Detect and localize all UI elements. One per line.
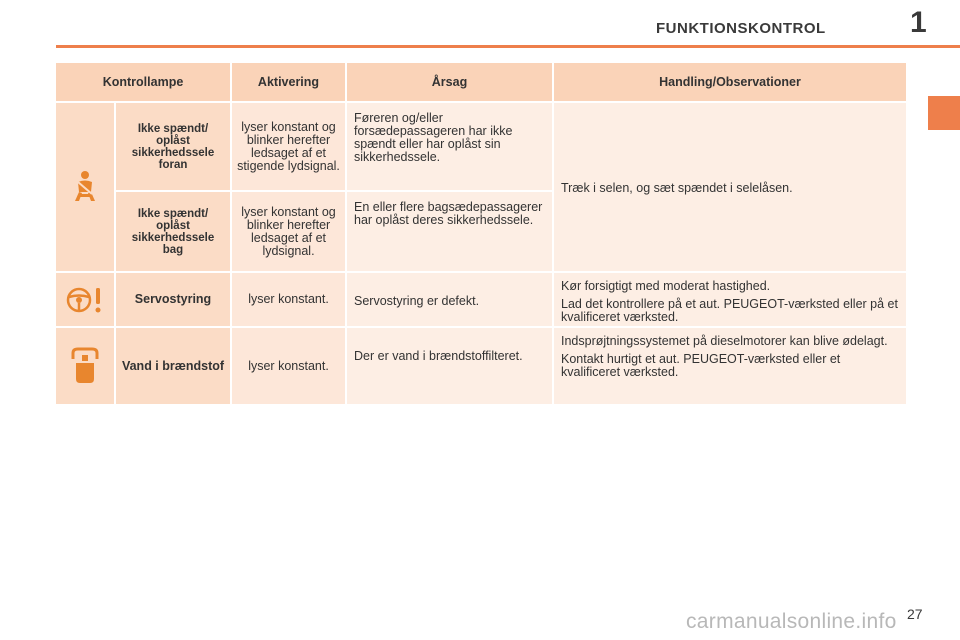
lamp-name-seatbelt-front: Ikke spændt/ oplåst sikkerhedssele foran <box>116 103 230 190</box>
lamp-name-seatbelt-rear: Ikke spændt/ oplåst sikkerhedssele bag <box>116 192 230 271</box>
power-steering-icon <box>65 285 105 315</box>
action-power-steering: Kør forsigtigt med moderat hastighed. Lad det kontrollere på et aut. PEUGEOT-værksted eller på et kvalificeret værksted. <box>554 273 906 326</box>
watermark: carmanualsonline.info <box>686 610 897 633</box>
seatbelt-icon <box>70 170 100 204</box>
page-title: FUNKTIONSKONTROL <box>656 20 826 37</box>
water-in-fuel-lamp-cell <box>56 328 114 404</box>
chapter-number: 1 <box>910 6 927 39</box>
power-steering-lamp-cell <box>56 273 114 326</box>
action-seatbelt: Træk i selen, og sæt spændet i selelåsen. <box>554 103 906 271</box>
seatbelt-lamp-cell <box>56 103 114 271</box>
activation-power-steering: lyser konstant. <box>232 273 345 326</box>
activation-seatbelt-front: lyser konstant og blinker herefter ledsaget af et stigende lydsignal. <box>232 103 345 190</box>
cause-power-steering: Servostyring er defekt. <box>347 273 552 326</box>
activation-seatbelt-rear: lyser konstant og blinker herefter ledsaget af et lydsignal. <box>232 192 345 271</box>
cause-water-in-fuel: Der er vand i brændstoffilteret. <box>347 328 552 404</box>
warning-lamp-table <box>56 63 904 399</box>
header-cause: Årsag <box>347 63 552 101</box>
page-number: 27 <box>907 606 923 622</box>
chapter-tab <box>928 96 960 130</box>
lamp-name-water-in-fuel: Vand i brændstof <box>116 328 230 404</box>
header-rule <box>56 45 960 48</box>
header-lamp: Kontrollampe <box>56 63 230 101</box>
action-water-in-fuel: Indsprøjtningssystemet på dieselmotorer kan blive ødelagt. Kontakt hurtigt et aut. PEUGEOT-værksted eller et kvalificeret værksted. <box>554 328 906 404</box>
header-activation: Aktivering <box>232 63 345 101</box>
cause-seatbelt-rear: En eller flere bagsædepassagerer har oplåst deres sikkerhedssele. <box>347 192 552 271</box>
activation-water-in-fuel: lyser konstant. <box>232 328 345 404</box>
lamp-name-power-steering: Servostyring <box>116 273 230 326</box>
cause-seatbelt-front: Føreren og/eller forsædepassageren har ikke spændt eller har oplåst sin sikkerhedssele. <box>347 103 552 190</box>
header-action: Handling/Observationer <box>554 63 906 101</box>
water-in-fuel-icon <box>70 347 100 385</box>
